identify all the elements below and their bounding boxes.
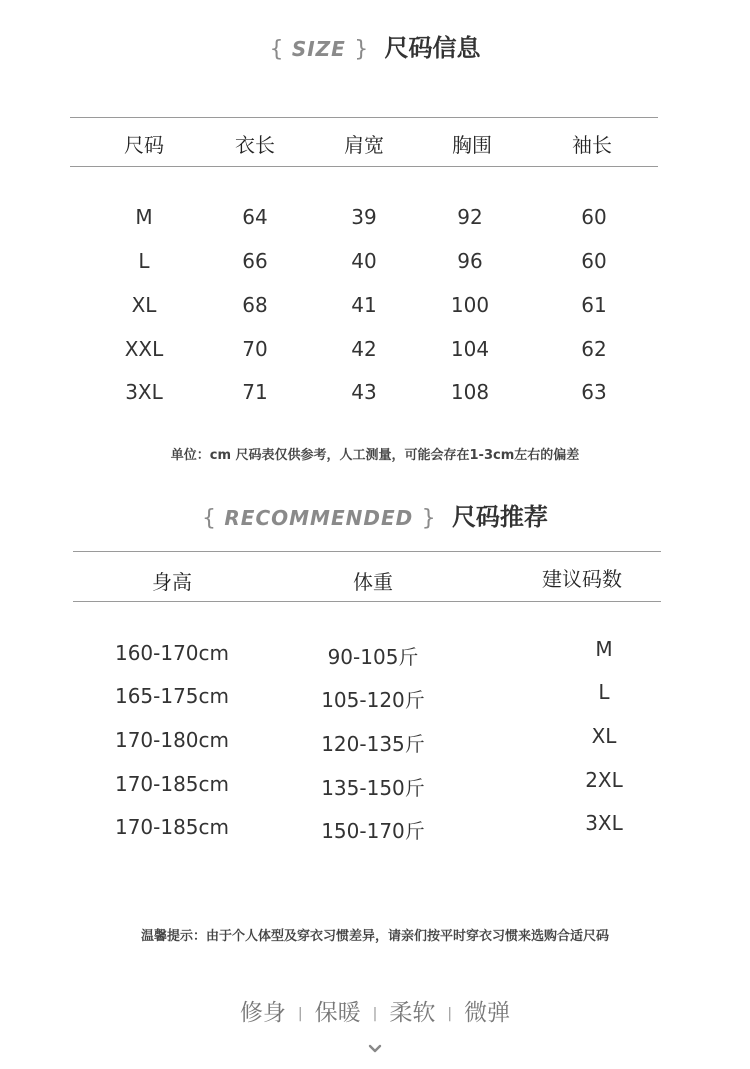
recommend-header-weight: 体重 <box>353 570 393 594</box>
size-cell: M <box>135 205 153 229</box>
recommend-cell: 90-105斤 <box>327 645 419 669</box>
size-cell: 104 <box>450 337 490 361</box>
size-header-chest: 胸围 <box>452 133 492 157</box>
recommend-note: 温馨提示：由于个人体型及穿衣习惯差异，请亲们按平时穿衣习惯来选购合适尺码 <box>140 929 609 944</box>
recommend-cell: 3XL <box>585 811 623 835</box>
recommend-cell: 170-185cm <box>114 772 230 796</box>
size-cell: 60 <box>581 249 607 273</box>
recommend-title-cn: 尺码推荐 <box>451 503 548 531</box>
size-cell: 92 <box>457 205 483 229</box>
size-cell: 42 <box>351 337 377 361</box>
size-cell: 41 <box>351 293 377 317</box>
recommend-header-height: 身高 <box>152 570 192 594</box>
size-note: 单位：cm 尺码表仅供参考，人工测量，可能会存在1-3cm左右的偏差 <box>170 448 580 463</box>
size-cell: 100 <box>450 293 490 317</box>
recommend-cell: 165-175cm <box>114 684 230 708</box>
size-header-length: 衣长 <box>235 133 275 157</box>
recommend-title-en: RECOMMENDED <box>224 506 414 530</box>
recommend-title: { RECOMMENDED } 尺码推荐 <box>202 503 548 531</box>
size-cell: 68 <box>242 293 268 317</box>
size-header-bottom-rule <box>70 166 658 167</box>
recommend-cell: L <box>598 680 610 704</box>
feature-tag: 柔软 <box>389 1000 436 1026</box>
size-cell: 71 <box>242 380 268 404</box>
chevron-down-icon <box>366 1040 384 1058</box>
size-cell: 43 <box>351 380 377 404</box>
size-cell: 39 <box>351 205 377 229</box>
size-cell: 108 <box>450 380 490 404</box>
size-cell: 70 <box>242 337 268 361</box>
size-header-shoulder: 肩宽 <box>344 133 384 157</box>
size-header-sleeve: 袖长 <box>572 133 612 157</box>
size-cell: 61 <box>581 293 607 317</box>
recommend-header-bottom-rule <box>73 601 661 602</box>
recommend-cell: 135-150斤 <box>321 776 425 800</box>
recommend-cell: 2XL <box>585 768 623 792</box>
recommend-header-suggested-size: 建议码数 <box>542 567 622 591</box>
size-cell: 40 <box>351 249 377 273</box>
feature-tag: 微弹 <box>464 1000 511 1026</box>
recommend-cell: 105-120斤 <box>321 688 425 712</box>
size-cell: 96 <box>457 249 483 273</box>
recommend-cell: 150-170斤 <box>321 819 425 843</box>
recommend-cell: XL <box>591 724 617 748</box>
size-cell: 64 <box>242 205 268 229</box>
size-cell: 62 <box>581 337 607 361</box>
recommend-cell: 170-185cm <box>114 815 230 839</box>
recommend-cell: M <box>595 637 613 661</box>
feature-tag: 修身 <box>239 1000 286 1026</box>
size-title-cn: 尺码信息 <box>384 34 481 62</box>
size-cell: 66 <box>242 249 268 273</box>
feature-tag: 保暖 <box>314 1000 361 1026</box>
size-cell: 60 <box>581 205 607 229</box>
feature-tags: 修身 | 保暖 | 柔软 | 微弹 <box>239 1000 511 1026</box>
size-header-top-rule <box>70 117 658 118</box>
size-cell: 3XL <box>125 380 163 404</box>
size-cell: L <box>138 249 150 273</box>
recommend-cell: 170-180cm <box>114 728 230 752</box>
recommend-cell: 120-135斤 <box>321 732 425 756</box>
size-cell: 63 <box>581 380 607 404</box>
size-cell: XL <box>131 293 157 317</box>
recommend-header-top-rule <box>73 551 661 552</box>
size-cell: XXL <box>124 337 164 361</box>
size-header-size: 尺码 <box>124 133 164 157</box>
size-title: { SIZE } 尺码信息 <box>269 34 481 62</box>
recommend-cell: 160-170cm <box>114 641 230 665</box>
size-title-en: SIZE <box>291 37 346 61</box>
